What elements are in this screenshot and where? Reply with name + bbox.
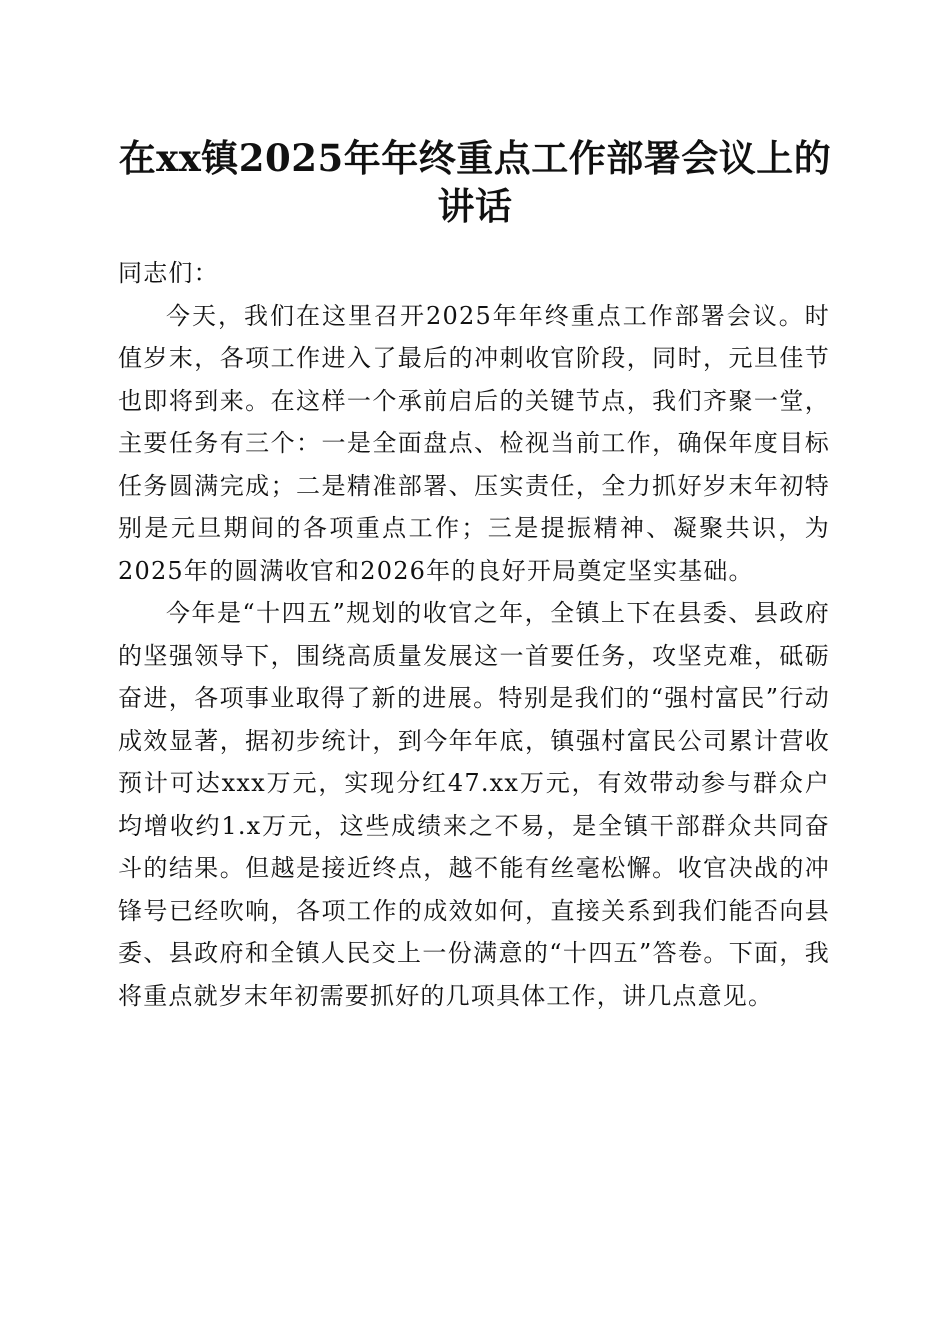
salutation: 同志们： xyxy=(118,259,219,287)
document-title: 在xx镇2025年年终重点工作部署会议上的讲话 xyxy=(118,136,832,228)
document-body xyxy=(118,252,830,1017)
paragraph-review: 今年是“十四五”规划的收官之年，全镇上下在县委、县政府的坚强领导下，围绕高质量发展这一首要任务，攻坚克难，砥砺奋进，各项事业取得了新的进展。特别是我们的“强村富民”行动成效显著，据初步统计，到今年年底，镇强村富民公司累计营收预计可达xxx万元，实现分红47.xx万元，有效带动参与群众户均增收约1.x万元，这些成绩来之不易，是全镇干部群众共同奋斗的结果。但越是接近终点，越不能有丝毫松懈。收官决战的冲锋号已经吹响，各项工作的成效如何，直接关系到我们能否向县委、县政府和全镇人民交上一份满意的“十四五”答卷。下面，我将重点就岁末年初需要抓好的几项具体工作，讲几点意见。 xyxy=(118,599,830,1010)
paragraph-opening: 今天，我们在这里召开2025年年终重点工作部署会议。时值岁末，各项工作进入了最后的冲刺收官阶段，同时，元旦佳节也即将到来。在这样一个承前启后的关键节点，我们齐聚一堂，主要任务有三个：一是全面盘点、检视当前工作，确保年度目标任务圆满完成；二是精准部署、压实责任，全力抓好岁末年初特别是元旦期间的各项重点工作；三是提振精神、凝聚共识，为2025年的圆满收官和2026年的良好开局奠定坚实基础。 xyxy=(118,301,830,585)
